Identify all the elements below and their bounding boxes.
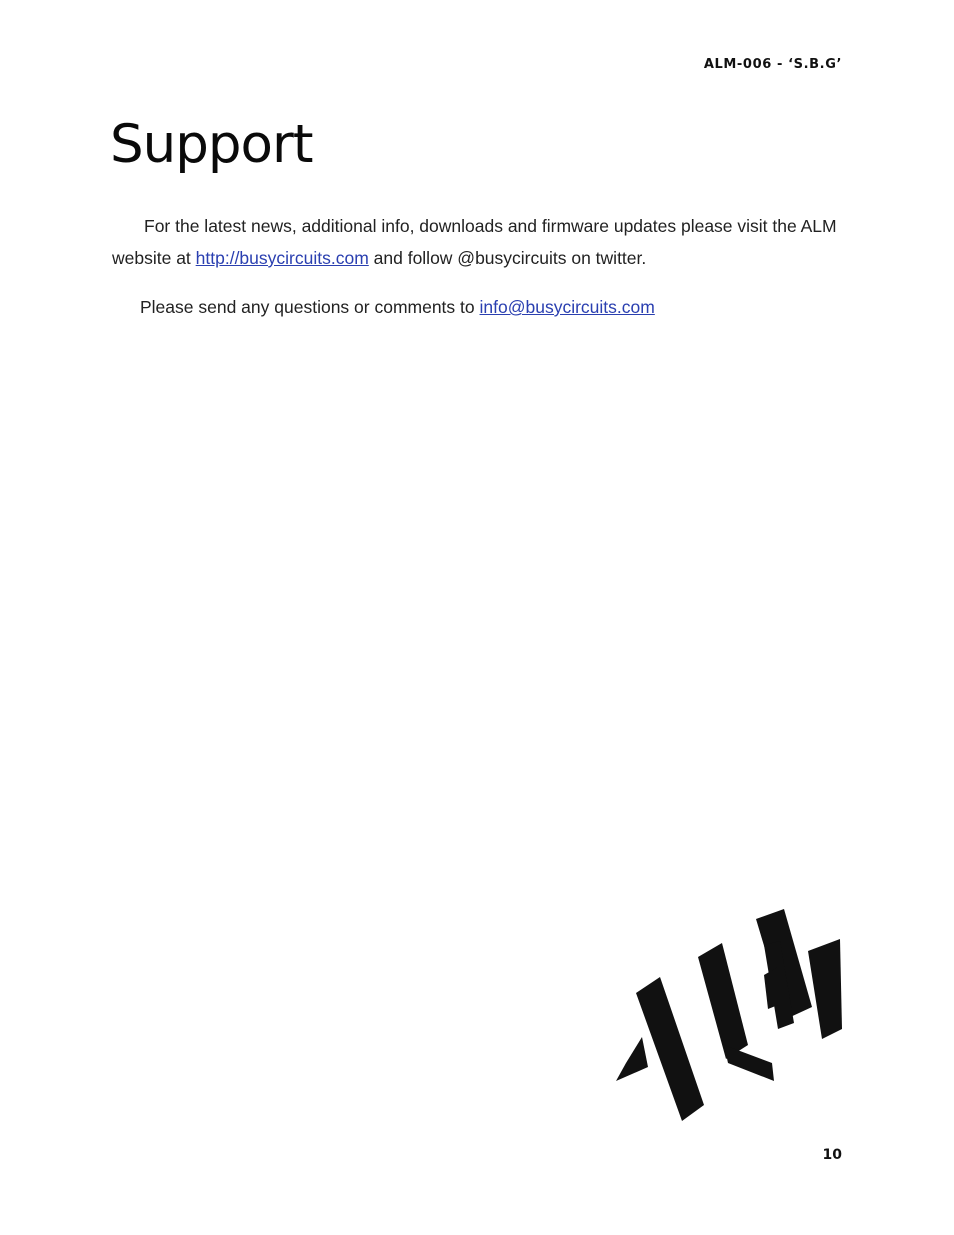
paragraph-text: For the latest news, additional info, downloads and firmware updates please visit the ALM website at: [112, 216, 837, 268]
website-link[interactable]: http://busycircuits.com: [195, 248, 369, 268]
page-number: 10: [822, 1147, 842, 1163]
page-title: Support: [110, 114, 313, 175]
contact-paragraph: [112, 291, 842, 323]
email-link[interactable]: info@busycircuits.com: [479, 297, 655, 317]
alm-logo: [608, 905, 848, 1125]
paragraph-text: Please send any questions or comments to: [140, 297, 480, 317]
support-paragraph: [112, 210, 842, 274]
document-id-header: ALM-006 - ‘S.B.G’: [703, 57, 842, 72]
paragraph-text: and follow @busycircuits on twitter.: [368, 248, 647, 268]
